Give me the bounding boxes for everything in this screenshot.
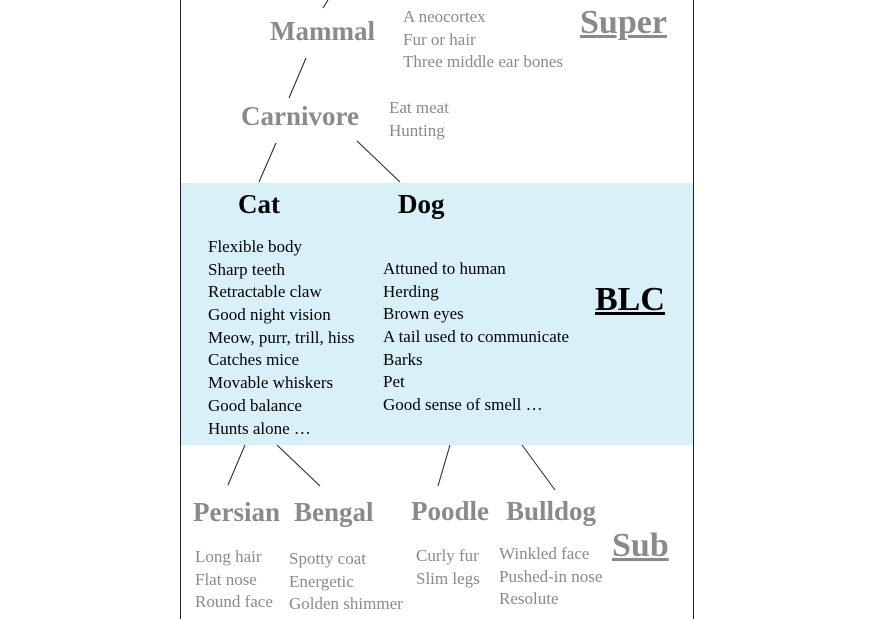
feature-item: Meow, purr, trill, hiss (208, 327, 355, 347)
level-label-super: Super (580, 4, 667, 41)
node-poodle: Poodle (411, 496, 489, 526)
node-bengal: Bengal (294, 497, 374, 527)
features-mammal (403, 6, 563, 74)
features-bengal (289, 548, 403, 616)
feature-item: Sharp teeth (208, 259, 285, 279)
feature-item: A neocortex (403, 7, 486, 26)
feature-item: Winkled face (499, 544, 590, 563)
feature-item: Good balance (208, 395, 302, 415)
features-carnivore (389, 97, 449, 142)
feature-item: Herding (383, 281, 439, 301)
feature-item: A tail used to communicate (383, 327, 570, 347)
feature-item: Energetic (289, 571, 354, 591)
line-cat-to-persian (228, 445, 245, 485)
feature-item: Movable whiskers (208, 373, 334, 393)
line-dog-to-bulldog (522, 445, 555, 490)
node-dog: Dog (398, 189, 445, 219)
feature-item: Retractable claw (208, 282, 322, 302)
line-carnivore-to-cat (259, 143, 276, 182)
level-label-blc: BLC (595, 281, 665, 318)
feature-item: Catches mice (208, 350, 300, 370)
features-poodle (416, 545, 480, 590)
feature-item: Eat meat (389, 98, 449, 117)
node-mammal: Mammal (270, 16, 375, 46)
features-bulldog (499, 543, 602, 611)
feature-item: Barks (383, 349, 423, 369)
level-label-sub: Sub (612, 527, 669, 564)
feature-item: Hunting (389, 120, 445, 140)
feature-item: Spotty coat (289, 549, 366, 568)
line-carnivore-to-dog (357, 141, 400, 182)
feature-item: Flexible body (208, 237, 302, 256)
feature-item: Pet (383, 372, 405, 392)
node-bulldog: Bulldog (506, 496, 597, 526)
feature-item: Flat nose (195, 569, 257, 589)
feature-item: Long hair (195, 547, 262, 566)
feature-item: Fur or hair (403, 29, 476, 49)
feature-item: Slim legs (416, 568, 480, 588)
line-cat-to-bengal (277, 445, 320, 486)
node-persian: Persian (193, 497, 280, 527)
feature-item: Good night vision (208, 305, 331, 325)
feature-item: Curly fur (416, 546, 479, 565)
line-mammal-to-carnivore (289, 58, 306, 98)
node-carnivore: Carnivore (241, 101, 359, 131)
feature-item: Good sense of smell … (383, 395, 543, 415)
feature-item: Resolute (499, 589, 559, 609)
features-dog (383, 258, 569, 417)
feature-item: Golden shimmer (289, 594, 403, 614)
feature-item: Pushed-in nose (499, 566, 603, 586)
line-top-to-mammal (323, 0, 328, 8)
feature-item: Attuned to human (383, 259, 506, 278)
features-cat (208, 236, 354, 440)
node-cat: Cat (238, 189, 280, 219)
features-persian (195, 546, 273, 614)
feature-item: Three middle ear bones (403, 52, 564, 72)
feature-item: Round face (195, 592, 273, 612)
feature-item: Brown eyes (383, 304, 464, 324)
feature-item: Hunts alone … (208, 418, 311, 438)
line-dog-to-poodle (438, 445, 450, 486)
